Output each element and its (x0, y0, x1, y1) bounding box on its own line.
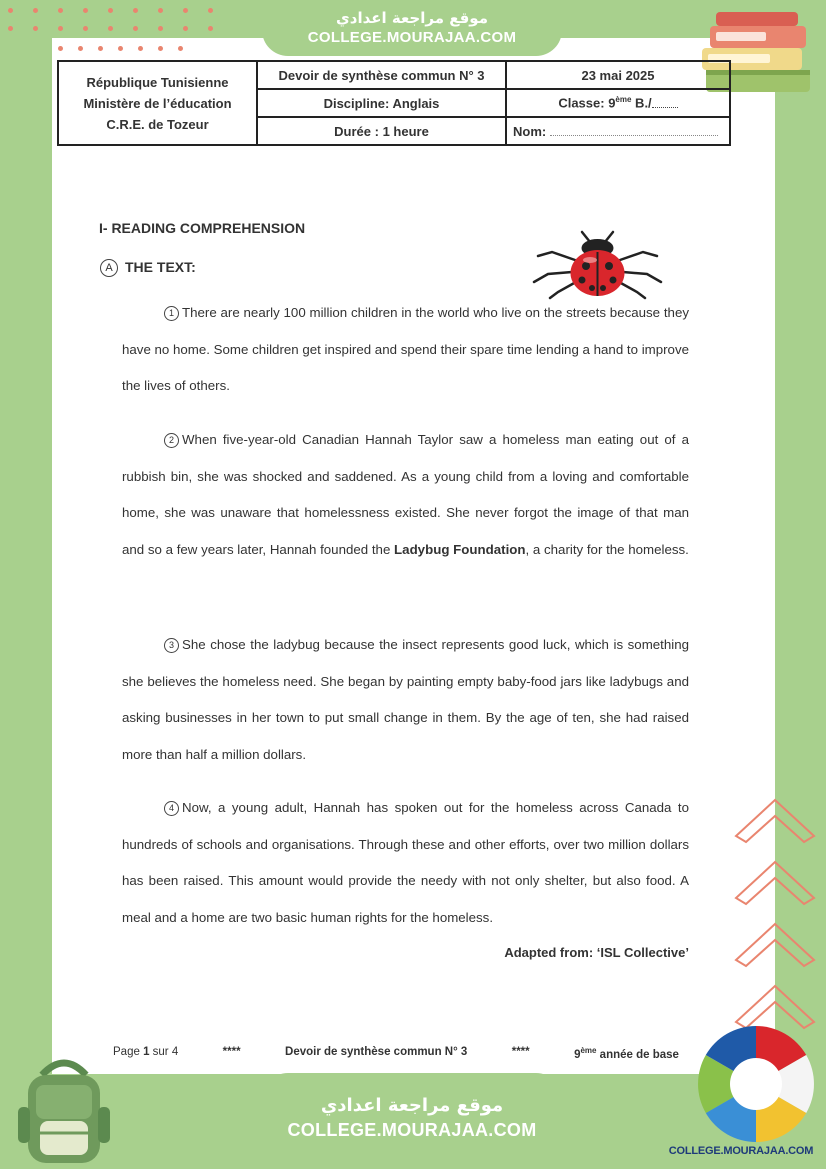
exam-header-table (57, 60, 731, 146)
decorative-dot (58, 46, 63, 51)
decorative-dot (208, 26, 213, 31)
paragraph-number: 1 (164, 306, 179, 321)
decorative-dot (108, 8, 113, 13)
page-indicator (113, 1046, 178, 1061)
decorative-dot (118, 46, 123, 51)
paragraph-text: When five-year-old Canadian Hannah Taylor saw a homeless man eating out of a rubbish bin, she was shocked and saddened. As a young child from a loving and comfortable home, she was unaware that homelessness existed. She never forgot the image of that man and so a few years later, Hannah founded the (122, 432, 689, 557)
decorative-dot (158, 26, 163, 31)
subsection-title: THE TEXT: (125, 259, 196, 275)
level-text: année de base (596, 1048, 679, 1061)
decorative-dot (158, 8, 163, 13)
class-sup: ème (615, 95, 632, 105)
page-footer (113, 1046, 679, 1061)
paragraph-number: 2 (164, 433, 179, 448)
paragraph-text: Now, a young adult, Hannah has spoken out for the homeless across Canada to hundreds of schools and organisations. Through these and other efforts, over two million dollars has been raised. This amount would provide the needy with not only shelter, but also food. A meal and a home are two basic human rights for the homeless. (122, 800, 689, 925)
decorative-dot (78, 46, 83, 51)
decorative-dot (183, 8, 188, 13)
bottom-site-banner[interactable] (262, 1073, 562, 1169)
section-title: I- READING COMPREHENSION (99, 220, 306, 236)
education-wheel-logo[interactable] (695, 1023, 817, 1145)
decorative-dot (83, 8, 88, 13)
class-blank-field[interactable] (652, 107, 678, 108)
paragraph-2 (122, 422, 689, 568)
banner-site-url: COLLEGE.MOURAJAA.COM (307, 29, 517, 46)
decorative-dot (133, 8, 138, 13)
decorative-dots (0, 0, 230, 60)
decorative-dot (158, 46, 163, 51)
paragraph-number: 3 (164, 638, 179, 653)
name-cell[interactable] (506, 117, 730, 145)
ladybug-icon (530, 230, 665, 300)
decorative-dot (178, 46, 183, 51)
backpack-icon (14, 1055, 114, 1167)
chevron-up-icon (732, 790, 818, 1040)
paragraph-text: She chose the ladybug because the insect represents good luck, which is something she believes the homeless need. She began by painting empty baby-food jars like ladybugs and asking businesses in her town to put small change in them. By the age of ten, she had raised more than half a million dollars. (122, 637, 689, 762)
footer-stars-left: **** (222, 1046, 241, 1058)
paragraph-3 (122, 627, 689, 773)
decorative-dot (138, 46, 143, 51)
class-cell[interactable] (506, 89, 730, 117)
institution-cell (58, 61, 257, 145)
class-suffix: B./ (631, 95, 652, 111)
paragraph-text: There are nearly 100 million children in the world who live on the streets because they have no home. Some children get inspired and spend their spare time lending a hand to improve the lives of others. (122, 305, 689, 393)
decorative-dot (8, 26, 13, 31)
decorative-dot (133, 26, 138, 31)
paragraph-text-end: , a charity for the homeless. (525, 541, 689, 557)
footer-exam-title: Devoir de synthèse commun N° 3 (285, 1046, 468, 1058)
level-sup: ème (580, 1046, 597, 1055)
level-number: 9 (574, 1048, 581, 1061)
decorative-dot (98, 46, 103, 51)
discipline-cell: Discipline: Anglais (257, 89, 506, 117)
footer-stars-right: **** (511, 1046, 530, 1058)
decorative-dot (58, 8, 63, 13)
name-label: Nom: (513, 123, 547, 139)
ladybug-foundation-name: Ladybug Foundation (394, 541, 526, 557)
ministry-label: Ministère de l’éducation (83, 95, 232, 111)
decorative-dot (208, 8, 213, 13)
decorative-dot (83, 26, 88, 31)
banner-site-url: COLLEGE.MOURAJAA.COM (287, 1120, 537, 1140)
subsection-heading (100, 259, 196, 277)
class-label: Classe: 9 (558, 95, 616, 111)
page-suffix: sur 4 (149, 1046, 179, 1058)
cre-label: C.R.E. de Tozeur (106, 116, 209, 132)
decorative-dot (58, 26, 63, 31)
page-number: 1 (143, 1046, 150, 1058)
paragraph-number: 4 (164, 801, 179, 816)
banner-arabic-title: موقع مراجعة اعدادي (320, 1095, 504, 1116)
subsection-marker: A (100, 259, 118, 277)
decorative-dot (33, 8, 38, 13)
paragraph-4 (122, 790, 689, 936)
top-site-banner[interactable] (262, 0, 562, 56)
republic-label: République Tunisienne (86, 74, 229, 90)
decorative-dot (33, 26, 38, 31)
decorative-dot (8, 8, 13, 13)
decorative-dot (108, 26, 113, 31)
paragraph-1 (122, 295, 689, 405)
footer-level (574, 1046, 679, 1061)
exam-date-cell: 23 mai 2025 (506, 61, 730, 89)
decorative-dot (183, 26, 188, 31)
duration-cell: Durée : 1 heure (257, 117, 506, 145)
logo-site-url[interactable]: COLLEGE.MOURAJAA.COM (668, 1145, 814, 1157)
banner-arabic-title: موقع مراجعة اعدادي (336, 9, 488, 27)
exam-title-cell: Devoir de synthèse commun N° 3 (257, 61, 506, 89)
page-prefix: Page (113, 1046, 144, 1058)
name-blank-field[interactable] (550, 135, 718, 136)
source-credit: Adapted from: ‘ISL Collective’ (504, 945, 689, 960)
